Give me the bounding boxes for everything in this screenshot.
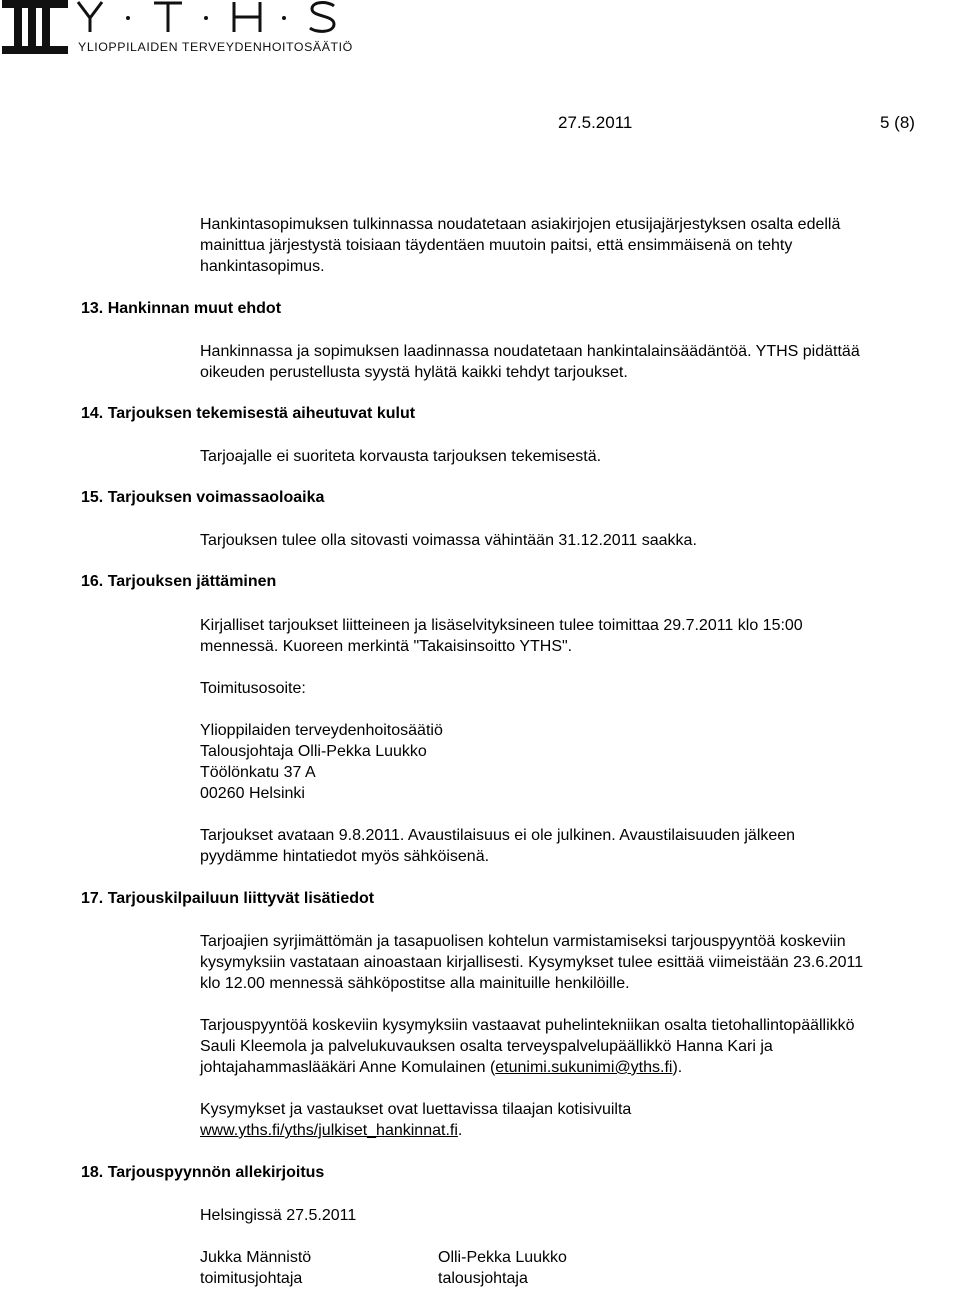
contact-text-prefix: johtajahammaslääkäri Anne Komulainen ( [200,1059,496,1076]
section-15-heading: 15. Tarjouksen voimassaoloaika [81,489,325,506]
contact-email-link[interactable]: etunimi.sukunimi@yths.fi [495,1059,673,1076]
intro-line-3: hankintasopimus. [200,258,325,275]
section-14-text: Tarjoajalle ei suoriteta korvausta tarjouksen tekemisestä. [200,448,602,465]
signer-1-title: toimitusjohtaja [200,1270,303,1287]
address-label: Toimitusosoite: [200,680,306,697]
signature-place-date: Helsingissä 27.5.2011 [200,1207,357,1224]
section-15-text: Tarjouksen tulee olla sitovasti voimassa vähintään 31.12.2011 saakka. [200,532,697,549]
section-17-p1-line-1: Tarjoajien syrjimättömän ja tasapuolisen kohtelun varmistamiseksi tarjouspyyntöä koskeviin [200,933,846,950]
section-18-heading: 18. Tarjouspyynnön allekirjoitus [81,1164,325,1181]
section-17-p2-line-1: Tarjouspyyntöä koskeviin kysymyksiin vastaavat puhelintekniikan osalta tietohallintopäällikkö [200,1017,855,1034]
opening-line-2: pyydämme hintatiedot myös sähköisenä. [200,848,490,865]
section-16-line-2: mennessä. Kuoreen merkintä "Takaisinsoitto YTHS". [200,638,573,655]
section-17-p1-line-2: kysymyksiin vastataan ainoastaan kirjallisesti. Kysymykset tulee esittää viimeistään 23.6.2011 [200,954,864,971]
section-17-p2-line-3 [200,1057,682,1078]
signer-1-name: Jukka Männistö [200,1249,312,1266]
address-line-3: Töölönkatu 37 A [200,764,316,781]
address-line-1: Ylioppilaiden terveydenhoitosäätiö [200,722,443,739]
section-17-p1-line-3: klo 12.00 mennessä sähköpostitse alla mainituille henkilöille. [200,975,630,992]
contact-text-suffix: ). [672,1059,683,1076]
signer-2-title: talousjohtaja [438,1270,528,1287]
intro-line-2: mainittua järjestystä toisiaan täydentäen muutoin paitsi, että ensimmäisenä on tehty [200,237,793,254]
signer-2-name: Olli-Pekka Luukko [438,1249,567,1266]
document-date: 27.5.2011 [558,113,633,132]
section-16-line-1: Kirjalliset tarjoukset liitteineen ja lisäselvityksineen tulee toimittaa 29.7.2011 klo 15:00 [200,617,803,634]
logo-tagline: YLIOPPILAIDEN TERVEYDENHOITOSÄÄTIÖ [78,40,353,54]
section-16-heading: 16. Tarjouksen jättäminen [81,573,277,590]
column-emblem-icon [0,0,70,56]
yths-logo [0,0,360,56]
section-17-p2-line-2: Sauli Kleemola ja palvelukuvauksen osalta terveyspalvelupäällikkö Hanna Kari ja [200,1038,773,1055]
address-line-4: 00260 Helsinki [200,785,305,802]
intro-line-1: Hankintasopimuksen tulkinnassa noudatetaan asiakirjojen etusijajärjestyksen osalta edellä [200,216,841,233]
section-13-heading: 13. Hankinnan muut ehdot [81,300,282,317]
opening-line-1: Tarjoukset avataan 9.8.2011. Avaustilaisuus ei ole julkinen. Avaustilaisuuden jälkeen [200,827,796,844]
section-13-line-1: Hankinnassa ja sopimuksen laadinnassa noudatetaan hankintalainsäädäntöä. YTHS pidättää [200,343,860,360]
section-14-heading: 14. Tarjouksen tekemisestä aiheutuvat kulut [81,405,416,422]
section-17-p3-line-1: Kysymykset ja vastaukset ovat luettavissa tilaajan kotisivuilta [200,1101,632,1118]
section-17-p3-line-2 [200,1120,462,1141]
address-line-2: Talousjohtaja Olli-Pekka Luukko [200,743,427,760]
qa-url-link[interactable]: www.yths.fi/yths/julkiset_hankinnat.fi [200,1122,458,1139]
page-number: 5 (8) [880,113,915,132]
section-17-heading: 17. Tarjouskilpailuun liittyvät lisätiedot [81,890,375,907]
section-13-line-2: oikeuden perustellusta syystä hylätä kaikki tehdyt tarjoukset. [200,364,628,381]
qa-url-suffix: . [457,1122,463,1139]
